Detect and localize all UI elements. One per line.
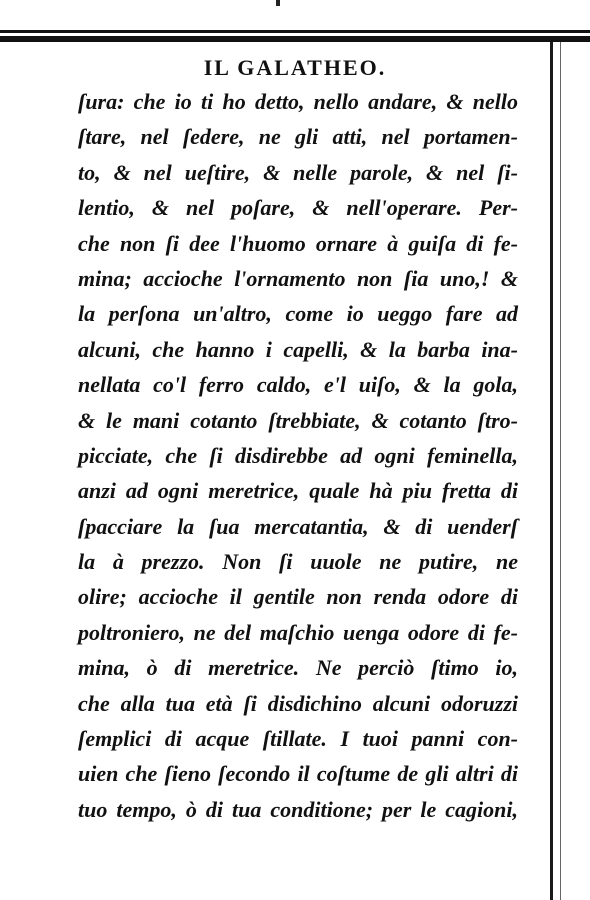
top-page-rule	[0, 30, 590, 42]
text-line: ſtare, nel ſedere, ne gli atti, nel portamen-	[78, 124, 518, 150]
top-page-rule-gap	[0, 33, 590, 36]
text-line: olire; accioche il gentile non renda odore di	[78, 584, 518, 610]
text-line: poltroniero, ne del maſchio uenga odore di fe-	[78, 619, 518, 645]
text-line: la à prezzo. Non ſi uuole ne putire, ne	[78, 549, 518, 575]
text-line: ſemplici di acque ſtillate. I tuoi panni con-	[78, 726, 518, 752]
ink-speck	[276, 0, 280, 6]
text-line: ſura: che io ti ho detto, nello andare, & nello	[78, 89, 518, 114]
text-line: mina, ò di meretrice. Ne perciò ſtimo io,	[78, 655, 518, 681]
body-text	[78, 84, 518, 827]
text-line: ſpacciare la ſua mercatantia, & di uenderſ	[78, 513, 518, 539]
right-page-edge	[550, 42, 553, 900]
text-line: mina; accioche l'ornamento non ſia uno,! &	[78, 265, 518, 291]
text-line: picciate, che ſi disdirebbe ad ogni feminella,	[78, 442, 518, 468]
right-page-edge-shadow	[560, 42, 561, 900]
text-line: la perſona un'altro, come io ueggo fare ad	[78, 301, 518, 327]
running-header: IL GALATHEO.	[203, 55, 387, 80]
text-line: che non ſi dee l'huomo ornare à guiſa di fe-	[78, 230, 518, 256]
text-line: & le mani cotanto ſtrebbiate, & cotanto ſtro-	[78, 407, 518, 433]
text-line: nellata co'l ferro caldo, e'l uiſo, & la gola,	[78, 372, 518, 398]
text-line: alcuni, che hanno i capelli, & la barba ina-	[78, 336, 518, 362]
text-line: tuo tempo, ò di tua conditione; per le cagioni,	[78, 796, 518, 822]
text-line: anzi ad ogni meretrice, quale hà piu fretta di	[78, 478, 518, 504]
text-line: to, & nel ueſtire, & nelle parole, & nel ſi-	[78, 159, 518, 185]
text-line: lentio, & nel poſare, & nell'operare. Per-	[78, 195, 518, 221]
text-line: uien che ſieno ſecondo il coſtume de gli altri di	[78, 761, 518, 787]
text-line: che alla tua età ſi disdichino alcuni odoruzzi	[78, 690, 518, 716]
